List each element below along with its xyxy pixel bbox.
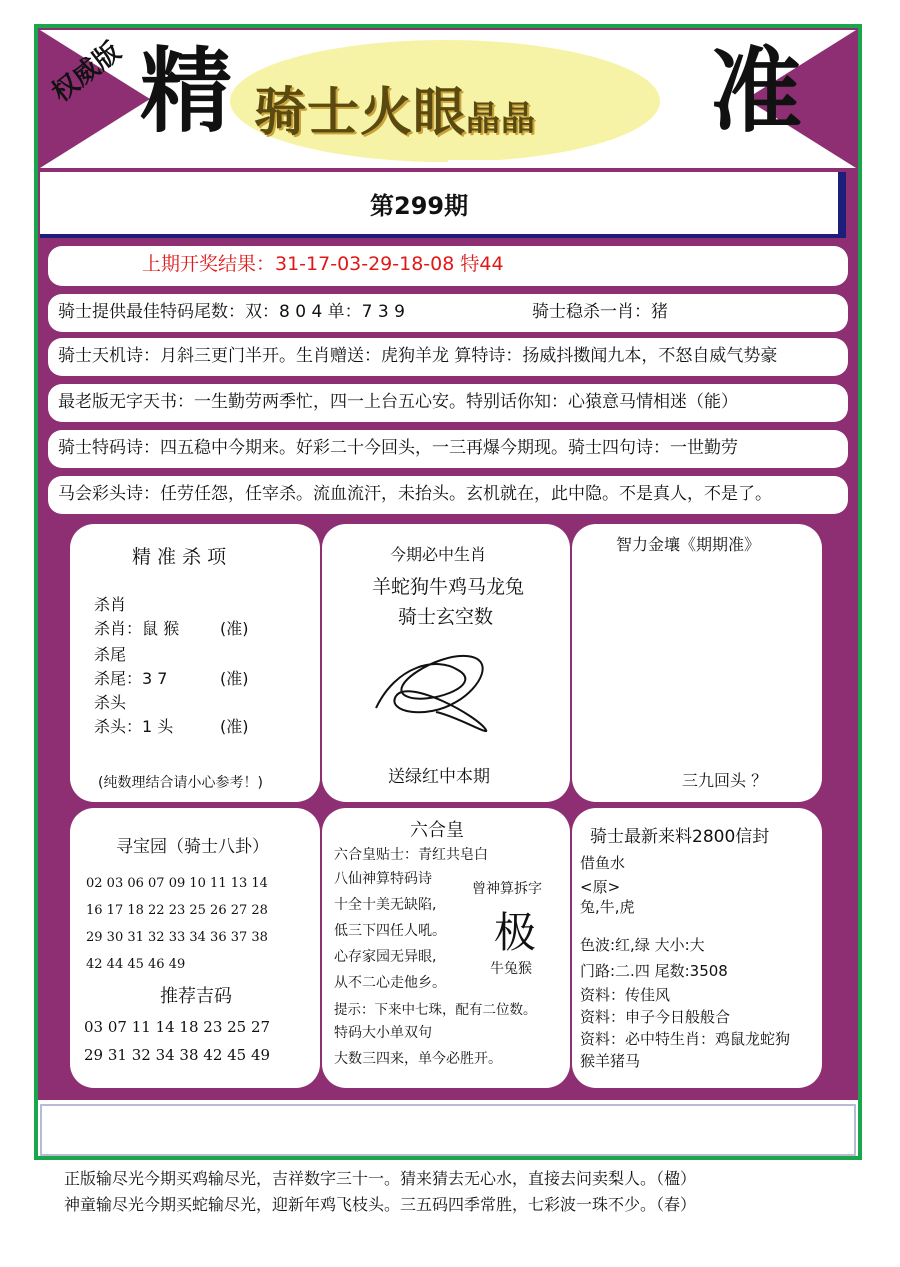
zhili-title: 智力金壤《期期准》	[616, 535, 761, 554]
horse-text: 马会彩头诗：任劳任怨，任宰杀。流血流汗，未抬头。玄机就在，此中隐。不是真人，不是了。	[58, 484, 772, 504]
liuhe-line-4: 低三下四任人吼。	[334, 923, 446, 939]
liuhe-title: 六合皇	[410, 820, 464, 841]
kill-one-text: 骑士稳杀一肖：猪	[532, 302, 668, 322]
brand-main: 骑士火眼	[254, 82, 467, 143]
chaizi-char: 极	[494, 908, 537, 957]
liuhe-line-1: 六合皇贴士：青红共皂白	[334, 847, 488, 863]
latest-line-4: 色波:红,绿 大小:大	[580, 936, 705, 954]
latest-line-8: 资料：必中特生肖：鸡鼠龙蛇狗	[580, 1030, 791, 1048]
zodiac-box-title: 今期必中生肖	[390, 545, 487, 564]
recommend-row-2: 29 31 32 34 38 42 45 49	[84, 1046, 271, 1064]
kill-label-tail: 杀尾	[94, 645, 127, 664]
tail-numbers-row	[48, 294, 848, 332]
footer-line-1: 正版输尽光今期买鸡输尽光，吉祥数字三十一。猜来猜去无心水，直接去问卖梨人。（楹）	[64, 1169, 697, 1188]
book-row	[48, 384, 848, 422]
latest-line-2: <原>	[580, 878, 621, 896]
liuhe-line-7: 提示：下来中七珠，配有二位数。	[334, 1002, 537, 1018]
liuhe-line-6: 从不二心走他乡。	[334, 975, 446, 991]
zodiac-box	[322, 524, 570, 802]
kill-items-box	[70, 524, 320, 802]
treasure-grid-row-4: 42 44 45 46 49	[86, 957, 186, 972]
brand-title	[254, 70, 536, 145]
brand-suffix: 晶晶	[466, 99, 537, 139]
signature-scribble	[366, 646, 516, 736]
kill-label-head: 杀头	[94, 693, 127, 712]
latest-title: 骑士最新来料2800信封	[590, 827, 770, 847]
issue-number: 第299期	[370, 192, 469, 220]
latest-line-3: 兔,牛,虎	[580, 898, 635, 916]
liuhe-line-3: 十全十美无缺陷,	[334, 897, 437, 913]
chaizi-sub: 牛兔猴	[490, 961, 532, 977]
treasure-grid-row-3: 29 30 31 32 33 34 36 37 38	[86, 930, 268, 945]
latest-line-6: 资料：传佳风	[580, 986, 671, 1004]
chaizi-title: 曾神算拆字	[472, 881, 542, 897]
horse-row	[48, 476, 848, 514]
zodiac-sub: 骑士玄空数	[398, 606, 494, 628]
edition-badge: 权威版	[46, 36, 127, 109]
footer-line-2: 神童输尽光今期买蛇输尽光，迎新年鸡飞枝头。三五码四季常胜，七彩波一珠不少。（春）	[64, 1195, 697, 1214]
latest-line-1: 借鱼水	[580, 854, 626, 872]
kill-zodiac-mark: (准)	[220, 619, 249, 638]
mask-block	[448, 160, 583, 168]
right-title-char: 准	[710, 38, 803, 145]
kill-head-mark: (准)	[220, 717, 249, 736]
kill-box-title: 精 准 杀 项	[132, 546, 227, 568]
kill-tail-mark: (准)	[220, 669, 249, 688]
latest-line-5: 门路:二.四 尾数:3508	[580, 962, 728, 980]
treasure-grid-row-2: 16 17 18 22 23 25 26 27 28	[86, 903, 268, 918]
kill-tail: 杀尾：3 7	[94, 669, 168, 688]
zhili-box	[572, 524, 822, 802]
treasure-grid-row-1: 02 03 06 07 09 10 11 13 14	[86, 876, 268, 891]
liuhe-line-9: 大数三四来，单今必胜开。	[334, 1051, 502, 1067]
treasure-title: 寻宝园（骑士八卦）	[116, 837, 269, 857]
liuhe-line-8: 特码大小单双句	[334, 1025, 432, 1041]
kill-head: 杀头：1 头	[94, 717, 174, 736]
bottom-blank-bar	[40, 1104, 856, 1156]
kill-note: (纯数理结合请小心参考！)	[98, 775, 263, 791]
special-poem-row	[48, 430, 848, 468]
liuhe-line-2: 八仙神算特码诗	[334, 871, 432, 887]
tail-numbers-text: 骑士提供最佳特码尾数：双：8 0 4 单：7 3 9	[58, 302, 405, 322]
liuhe-box	[322, 808, 570, 1088]
poem-row	[48, 338, 848, 376]
zodiac-bottom: 送绿红中本期	[388, 767, 490, 787]
recommend-row-1: 03 07 11 14 18 23 25 27	[84, 1018, 271, 1036]
left-title-char: 精	[140, 38, 233, 145]
book-text: 最老版无字天书：一生勤劳两季忙，四一上台五心安。特别话你知：心猿意马情相迷（能）	[58, 392, 738, 412]
issue-bar	[40, 172, 846, 238]
latest-line-9: 猴羊猪马	[580, 1052, 641, 1070]
treasure-box	[70, 808, 320, 1088]
poem-text: 骑士天机诗：月斜三更门半开。生肖赠送：虎狗羊龙 算特诗：扬威抖擞闻九本，不怒自威气势豪	[58, 346, 778, 366]
liuhe-line-5: 心存家园无异眼,	[334, 949, 437, 965]
latest-line-7: 资料：申子今日般般合	[580, 1008, 731, 1026]
last-result-text: 上期开奖结果：31-17-03-29-18-08 特44	[142, 253, 504, 275]
zodiac-list: 羊蛇狗牛鸡马龙兔	[372, 576, 525, 598]
last-result-row	[48, 246, 848, 286]
kill-label-zodiac: 杀肖	[94, 595, 127, 614]
recommend-title: 推荐吉码	[160, 986, 232, 1007]
zhili-bottom: 三九回头 ？	[682, 771, 768, 790]
kill-zodiac: 杀肖：鼠 猴	[94, 619, 180, 638]
latest-box	[572, 808, 822, 1088]
special-poem-text: 骑士特码诗：四五稳中今期来。好彩二十今回头，一三再爆今期现。骑士四句诗：一世勤劳	[58, 438, 738, 458]
header-banner	[40, 30, 856, 168]
